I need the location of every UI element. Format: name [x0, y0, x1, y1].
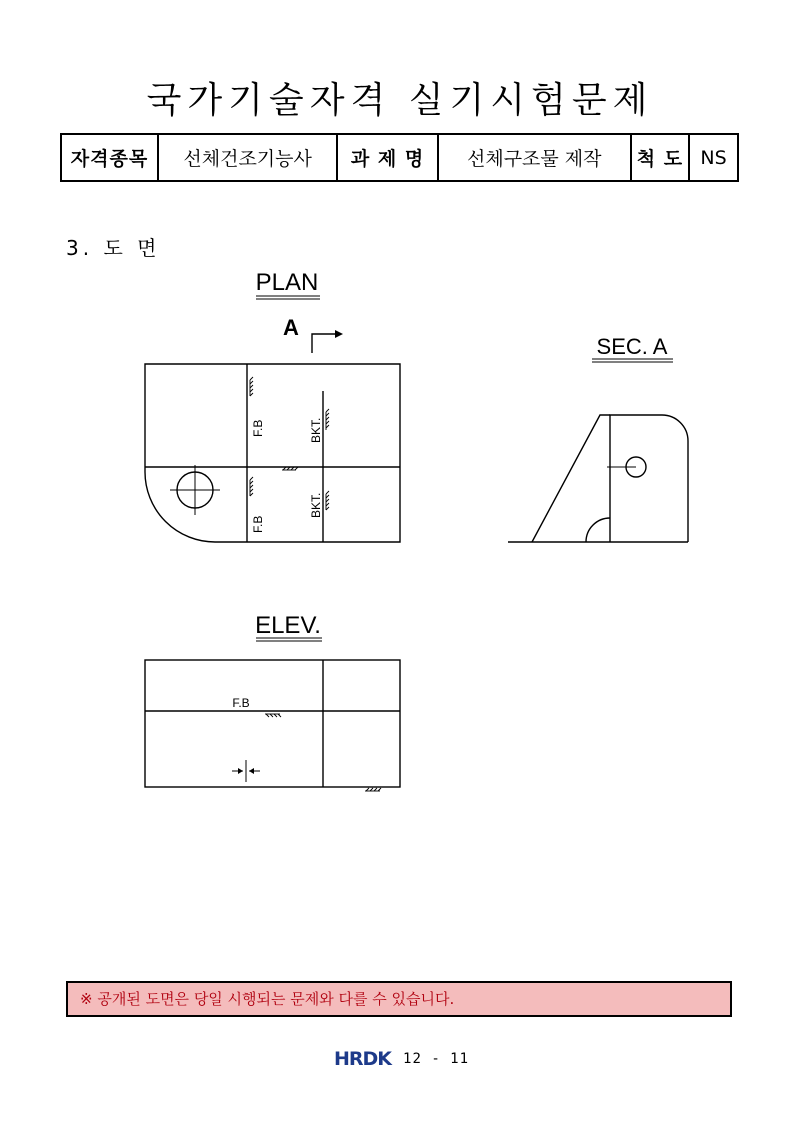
section-marker: A [283, 315, 299, 340]
field3-value: NS [689, 134, 738, 181]
field2-label: 과 제 명 [337, 134, 438, 181]
hrdk-logo: HRDK [334, 1048, 392, 1070]
elev-label: ELEV. [255, 612, 321, 639]
plan-label: PLAN [255, 269, 319, 296]
section-arrow-icon [312, 330, 343, 353]
section-hole-icon [607, 457, 646, 477]
page-number: 12 - 11 [403, 1051, 470, 1067]
elev-hole-icon [232, 760, 260, 782]
plan-fb-label-top: F.B [251, 419, 265, 437]
footer [334, 1047, 469, 1071]
elev-fb-label: F.B [232, 696, 250, 710]
plan-fb-label-bottom: F.B [251, 515, 265, 533]
plan-hole-icon [170, 465, 220, 515]
plan-view [145, 364, 400, 542]
field1-label: 자격종목 [61, 134, 158, 181]
field1-value: 선체건조기능사 [158, 134, 337, 181]
field2-value: 선체구조물 제작 [438, 134, 631, 181]
section-heading: 3. 도 면 [66, 236, 161, 260]
plan-bkt-label-top: BKT. [309, 417, 323, 443]
sec-label: SEC. A [596, 334, 668, 359]
plan-bkt-label-bottom: BKT. [309, 492, 323, 518]
notice-banner: ※ 공개된 도면은 당일 시행되는 문제와 다를 수 있습니다. [66, 981, 732, 1017]
page-title: 국가기술자격 실기시험문제 [146, 80, 654, 121]
elev-view [145, 660, 400, 791]
field3-label: 척 도 [631, 134, 689, 181]
section-view [508, 415, 688, 542]
